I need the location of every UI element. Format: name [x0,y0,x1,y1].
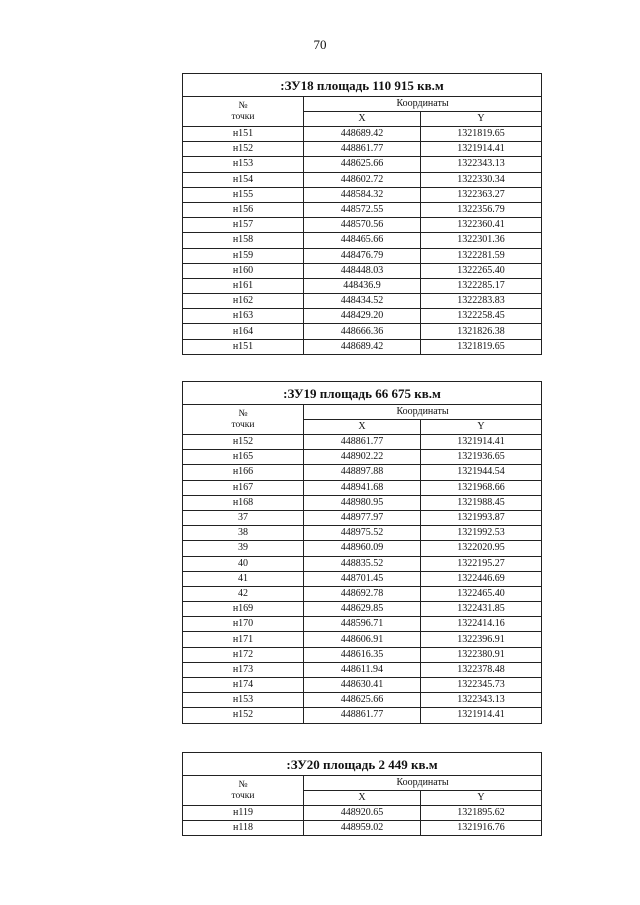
table-row [183,218,542,233]
coordinates-header: Координаты [304,776,542,791]
table-row [183,571,542,586]
x-coordinate-cell: 448861.77 [304,142,421,157]
table-row [183,142,542,157]
point-id-cell: н169 [183,602,304,617]
point-id-cell: н159 [183,248,304,263]
point-id-cell: н165 [183,450,304,465]
table-title: :ЗУ20 площадь 2 449 кв.м [183,753,542,776]
x-coordinate-cell: 448689.42 [304,339,421,354]
number-sign-label: № [238,408,248,419]
y-coordinate-cell: 1322281.59 [421,248,542,263]
table-row [183,662,542,677]
y-coordinate-cell: 1322360.41 [421,218,542,233]
point-id-cell: н164 [183,324,304,339]
x-coordinate-cell: 448980.95 [304,495,421,510]
table-row [183,821,542,836]
y-coordinate-cell: 1322396.91 [421,632,542,647]
table-row [183,324,542,339]
point-id-cell: н171 [183,632,304,647]
y-coordinate-cell: 1322363.27 [421,187,542,202]
x-coordinate-cell: 448975.52 [304,526,421,541]
table-row [183,526,542,541]
x-header: X [304,791,421,806]
y-coordinate-cell: 1321992.53 [421,526,542,541]
y-header: Y [421,420,542,435]
table-row [183,187,542,202]
table-row [183,202,542,217]
x-coordinate-cell: 448570.56 [304,218,421,233]
x-coordinate-cell: 448692.78 [304,586,421,601]
table-row [183,602,542,617]
x-coordinate-cell: 448666.36 [304,324,421,339]
point-id-cell: н174 [183,678,304,693]
y-coordinate-cell: 1321914.41 [421,435,542,450]
table-row [183,541,542,556]
y-coordinate-cell: 1322465.40 [421,586,542,601]
x-coordinate-cell: 448861.77 [304,708,421,723]
y-coordinate-cell: 1322343.13 [421,157,542,172]
x-coordinate-cell: 448959.02 [304,821,421,836]
x-coordinate-cell: 448596.71 [304,617,421,632]
coordinates-table-zu18 [182,73,542,355]
x-coordinate-cell: 448630.41 [304,678,421,693]
point-number-header [183,405,304,435]
coordinates-table-zu20 [182,752,542,836]
y-coordinate-cell: 1321914.41 [421,142,542,157]
y-coordinate-cell: 1322356.79 [421,202,542,217]
x-coordinate-cell: 448465.66 [304,233,421,248]
point-id-cell: н152 [183,435,304,450]
x-coordinate-cell: 448977.97 [304,510,421,525]
point-id-cell: н170 [183,617,304,632]
y-coordinate-cell: 1321826.38 [421,324,542,339]
y-coordinate-cell: 1322258.45 [421,309,542,324]
y-coordinate-cell: 1321988.45 [421,495,542,510]
point-id-cell: н158 [183,233,304,248]
point-id-cell: н161 [183,278,304,293]
y-coordinate-cell: 1322020.95 [421,541,542,556]
point-id-cell: н156 [183,202,304,217]
table-row [183,294,542,309]
point-id-cell: н119 [183,806,304,821]
x-coordinate-cell: 448861.77 [304,435,421,450]
table-row [183,806,542,821]
table-row [183,586,542,601]
x-coordinate-cell: 448902.22 [304,450,421,465]
table-title: :ЗУ19 площадь 66 675 кв.м [183,382,542,405]
y-coordinate-cell: 1322343.13 [421,693,542,708]
x-coordinate-cell: 448701.45 [304,571,421,586]
y-coordinate-cell: 1322330.34 [421,172,542,187]
table-row [183,495,542,510]
y-coordinate-cell: 1322283.83 [421,294,542,309]
point-id-cell: н153 [183,157,304,172]
x-coordinate-cell: 448611.94 [304,662,421,677]
y-coordinate-cell: 1321916.76 [421,821,542,836]
table-row [183,172,542,187]
y-coordinate-cell: 1321914.41 [421,708,542,723]
y-header: Y [421,791,542,806]
table-row [183,617,542,632]
x-coordinate-cell: 448689.42 [304,127,421,142]
point-id-cell: н173 [183,662,304,677]
table-row [183,435,542,450]
table-row [183,480,542,495]
y-coordinate-cell: 1321819.65 [421,127,542,142]
table-row [183,339,542,354]
point-id-cell: н152 [183,708,304,723]
point-label: точки [231,790,255,801]
table-row [183,127,542,142]
x-coordinate-cell: 448835.52 [304,556,421,571]
point-id-cell: 38 [183,526,304,541]
table-row [183,450,542,465]
x-coordinate-cell: 448960.09 [304,541,421,556]
x-coordinate-cell: 448429.20 [304,309,421,324]
point-number-header [183,776,304,806]
table-row [183,263,542,278]
table-row [183,678,542,693]
x-coordinate-cell: 448606.91 [304,632,421,647]
y-coordinate-cell: 1322378.48 [421,662,542,677]
point-id-cell: 39 [183,541,304,556]
x-coordinate-cell: 448448.03 [304,263,421,278]
y-coordinate-cell: 1322414.16 [421,617,542,632]
point-label: точки [231,111,255,122]
table-row [183,693,542,708]
point-id-cell: н163 [183,309,304,324]
y-coordinate-cell: 1321993.87 [421,510,542,525]
table-row [183,510,542,525]
y-coordinate-cell: 1322301.36 [421,233,542,248]
table-row [183,309,542,324]
point-id-cell: 41 [183,571,304,586]
point-id-cell: н162 [183,294,304,309]
point-id-cell: н151 [183,127,304,142]
x-coordinate-cell: 448920.65 [304,806,421,821]
x-coordinate-cell: 448629.85 [304,602,421,617]
x-header: X [304,420,421,435]
point-id-cell: н154 [183,172,304,187]
x-coordinate-cell: 448434.52 [304,294,421,309]
point-id-cell: н151 [183,339,304,354]
x-coordinate-cell: 448625.66 [304,157,421,172]
point-id-cell: 37 [183,510,304,525]
x-coordinate-cell: 448897.88 [304,465,421,480]
table-row [183,708,542,723]
table-row [183,556,542,571]
number-sign-label: № [238,779,248,790]
x-coordinate-cell: 448941.68 [304,480,421,495]
point-id-cell: н153 [183,693,304,708]
number-sign-label: № [238,100,248,111]
x-coordinate-cell: 448584.32 [304,187,421,202]
x-coordinate-cell: 448625.66 [304,693,421,708]
coordinates-header: Координаты [304,97,542,112]
table-row [183,157,542,172]
y-coordinate-cell: 1322195.27 [421,556,542,571]
y-coordinate-cell: 1322380.91 [421,647,542,662]
x-coordinate-cell: 448572.55 [304,202,421,217]
x-coordinate-cell: 448616.35 [304,647,421,662]
point-number-header [183,97,304,127]
point-label: точки [231,419,255,430]
point-id-cell: н168 [183,495,304,510]
page-number: 70 [313,37,327,52]
point-id-cell: 42 [183,586,304,601]
y-coordinate-cell: 1322431.85 [421,602,542,617]
y-coordinate-cell: 1321895.62 [421,806,542,821]
y-coordinate-cell: 1322446.69 [421,571,542,586]
y-coordinate-cell: 1321968.66 [421,480,542,495]
point-id-cell: н166 [183,465,304,480]
point-id-cell: н155 [183,187,304,202]
x-coordinate-cell: 448476.79 [304,248,421,263]
table-row [183,233,542,248]
y-coordinate-cell: 1321819.65 [421,339,542,354]
y-header: Y [421,112,542,127]
x-coordinate-cell: 448436.9 [304,278,421,293]
point-id-cell: н152 [183,142,304,157]
point-id-cell: н167 [183,480,304,495]
point-id-cell: н118 [183,821,304,836]
y-coordinate-cell: 1321944.54 [421,465,542,480]
coordinates-header: Координаты [304,405,542,420]
table-row [183,248,542,263]
table-row [183,647,542,662]
table-row [183,632,542,647]
point-id-cell: н157 [183,218,304,233]
x-coordinate-cell: 448602.72 [304,172,421,187]
table-row [183,278,542,293]
y-coordinate-cell: 1322285.17 [421,278,542,293]
table-row [183,465,542,480]
point-id-cell: н172 [183,647,304,662]
y-coordinate-cell: 1322345.73 [421,678,542,693]
point-id-cell: н160 [183,263,304,278]
point-id-cell: 40 [183,556,304,571]
y-coordinate-cell: 1321936.65 [421,450,542,465]
y-coordinate-cell: 1322265.40 [421,263,542,278]
x-header: X [304,112,421,127]
coordinates-table-zu19 [182,381,542,724]
table-title: :ЗУ18 площадь 110 915 кв.м [183,74,542,97]
